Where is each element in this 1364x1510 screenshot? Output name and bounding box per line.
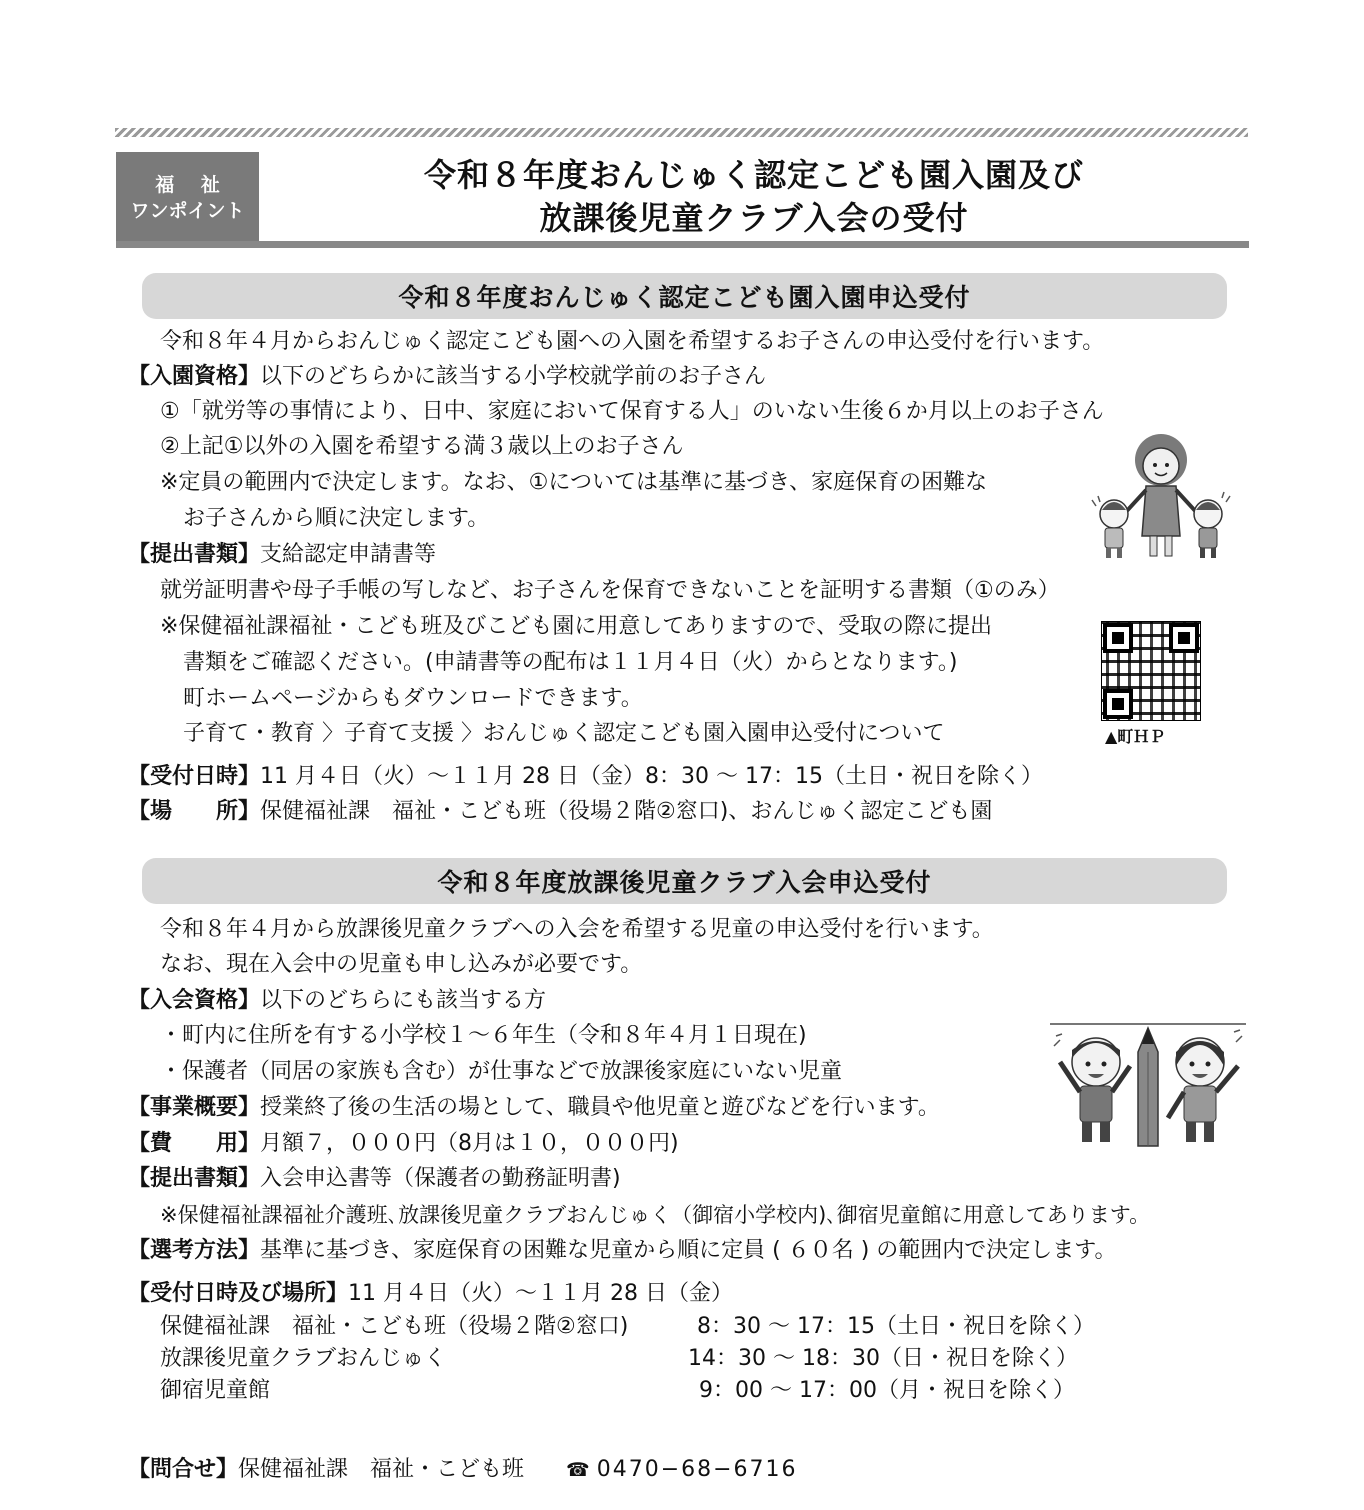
documents-note4: 子育て・教育 〉子育て支援 〉おんじゅく認定こども園入園申込受付について xyxy=(183,721,945,746)
documents-text: 支給認定申請書等 xyxy=(260,542,437,567)
contact-label: 【問合せ】 xyxy=(128,1457,239,1482)
documents-label: 【提出書類】 xyxy=(128,542,261,567)
section1-datetime xyxy=(128,762,1043,792)
place-text: 保健福祉課 福祉・こども班（役場２階②窓口)、おんじゅく認定こども園 xyxy=(260,799,993,824)
place-row-time: 9：00 ～ 17：00（月・祝日を除く） xyxy=(699,1378,1075,1403)
section1-intro: 令和８年４月からおんじゅく認定こども園への入園を希望するお子さんの申込受付を行います。 xyxy=(160,329,1105,354)
page-title-line2: 放課後児童クラブ入会の受付 xyxy=(539,199,969,237)
mother-body xyxy=(1142,486,1180,536)
qr-caption: ▲町ＨＰ xyxy=(1105,727,1166,746)
section2-overview xyxy=(128,1093,940,1123)
club-eligibility-label: 【入会資格】 xyxy=(128,988,261,1013)
category-badge xyxy=(116,152,259,244)
place-row-name: 放課後児童クラブおんじゅく xyxy=(160,1346,447,1371)
qr-finder-bottom-left xyxy=(1103,689,1133,719)
overview-label: 【事業概要】 xyxy=(128,1095,261,1120)
section1-place xyxy=(128,797,992,827)
club-eligibility-item1: ・町内に住所を有する小学校１～６年生（令和８年４月１日現在) xyxy=(160,1023,807,1048)
club-documents-note: ※保健福祉課福祉介護班､放課後児童クラブおんじゅく（御宿小学校内)､御宿児童館に用意してあります。 xyxy=(160,1203,1151,1227)
contact-line xyxy=(128,1455,798,1485)
place-label: 【場 所】 xyxy=(128,799,261,824)
section1-documents xyxy=(128,540,436,570)
datetime-text: 11 月４日（火）～１１月 28 日（金）8：30 ～ 17：15（土日・祝日を除く） xyxy=(260,764,1043,789)
page-title-line1: 令和８年度おんじゅく認定こども園入園及び xyxy=(423,156,1084,194)
eligibility-item1: ①「就労等の事情により、日中、家庭において保育する人」のいない生後６か月以上のお子さん xyxy=(160,399,1104,424)
contact-text: 保健福祉課 福祉・こども班 xyxy=(238,1457,525,1482)
selection-label: 【選考方法】 xyxy=(128,1238,261,1263)
section2-reception xyxy=(128,1279,733,1309)
section2-fee xyxy=(128,1129,679,1159)
contact-phone[interactable]: 0470−68−6716 xyxy=(596,1457,798,1482)
place-row-time: 8：30 ～ 17：15（土日・祝日を除く） xyxy=(697,1314,1095,1339)
eligibility-note1: ※定員の範囲内で決定します。なお、①については基準に基づき、家庭保育の困難な xyxy=(160,470,988,495)
title-underline xyxy=(116,241,1249,248)
section2-documents xyxy=(128,1164,621,1194)
club-documents-label: 【提出書類】 xyxy=(128,1166,261,1191)
qr-finder-top-right xyxy=(1169,623,1199,653)
place-row-time: 14：30 ～ 18：30（日・祝日を除く） xyxy=(688,1346,1078,1371)
reception-label: 【受付日時及び場所】 xyxy=(128,1281,349,1306)
eligibility-label: 【入園資格】 xyxy=(128,364,261,389)
fee-label: 【費 用】 xyxy=(128,1131,261,1156)
section2-intro2: なお、現在入会中の児童も申し込みが必要です。 xyxy=(160,952,643,977)
club-documents-text: 入会申込書等（保護者の勤務証明書) xyxy=(260,1166,621,1191)
documents-line2: 就労証明書や母子手帳の写しなど、お子さんを保育できないことを証明する書類（①のみ） xyxy=(160,578,1060,603)
section2-eligibility xyxy=(128,986,546,1016)
kids-pencil-illustration xyxy=(1050,1022,1246,1148)
datetime-label: 【受付日時】 xyxy=(128,764,261,789)
boy-head xyxy=(1072,1038,1120,1086)
club-eligibility-item2: ・保護者（同居の家族も含む）が仕事などで放課後家庭にいない児童 xyxy=(160,1059,843,1084)
badge-line1: 福 祉 xyxy=(155,174,230,196)
documents-note1: ※保健福祉課福祉・こども班及びこども園に用意してありますので、受取の際に提出 xyxy=(160,614,992,639)
qr-finder-top-left xyxy=(1103,623,1133,653)
section2-heading: 令和８年度放課後児童クラブ入会申込受付 xyxy=(142,858,1227,904)
mother-children-illustration xyxy=(1088,428,1234,562)
girl-head xyxy=(1176,1038,1224,1086)
section2-selection xyxy=(128,1236,1117,1266)
place-row-name: 保健福祉課 福祉・こども班（役場２階②窓口) xyxy=(160,1314,629,1339)
fee-text: 月額７，０００円（8月は１０，０００円) xyxy=(260,1131,679,1156)
section1-eligibility xyxy=(128,362,766,392)
club-eligibility-text: 以下のどちらにも該当する方 xyxy=(260,988,547,1013)
eligibility-item2: ②上記①以外の入園を希望する満３歳以上のお子さん xyxy=(160,434,684,459)
overview-text: 授業終了後の生活の場として、職員や他児童と遊びなどを行います。 xyxy=(260,1095,940,1120)
place-row-name: 御宿児童館 xyxy=(160,1378,271,1403)
documents-note2: 書類をご確認ください。(申請書等の配布は１１月４日（火）からとなります。) xyxy=(183,650,958,675)
town-hp-qr-code[interactable] xyxy=(1101,621,1201,721)
eligibility-text: 以下のどちらかに該当する小学校就学前のお子さん xyxy=(260,364,767,389)
documents-note3: 町ホームページからもダウンロードできます。 xyxy=(183,686,643,711)
selection-text: 基準に基づき、家庭保育の困難な児童から順に定員 ( ６０名 ) の範囲内で決定します。 xyxy=(260,1238,1117,1263)
section2-intro1: 令和８年４月から放課後児童クラブへの入会を希望する児童の申込受付を行います。 xyxy=(160,917,994,942)
mother-face xyxy=(1143,448,1179,484)
decorative-stripe xyxy=(115,128,1248,137)
badge-line2: ワンポイント xyxy=(130,200,245,222)
reception-text: 11 月４日（火）～１１月 28 日（金） xyxy=(348,1281,733,1306)
phone-icon: ☎ xyxy=(566,1459,590,1481)
eligibility-note2: お子さんから順に決定します。 xyxy=(183,506,490,531)
section1-heading: 令和８年度おんじゅく認定こども園入園申込受付 xyxy=(142,273,1227,319)
